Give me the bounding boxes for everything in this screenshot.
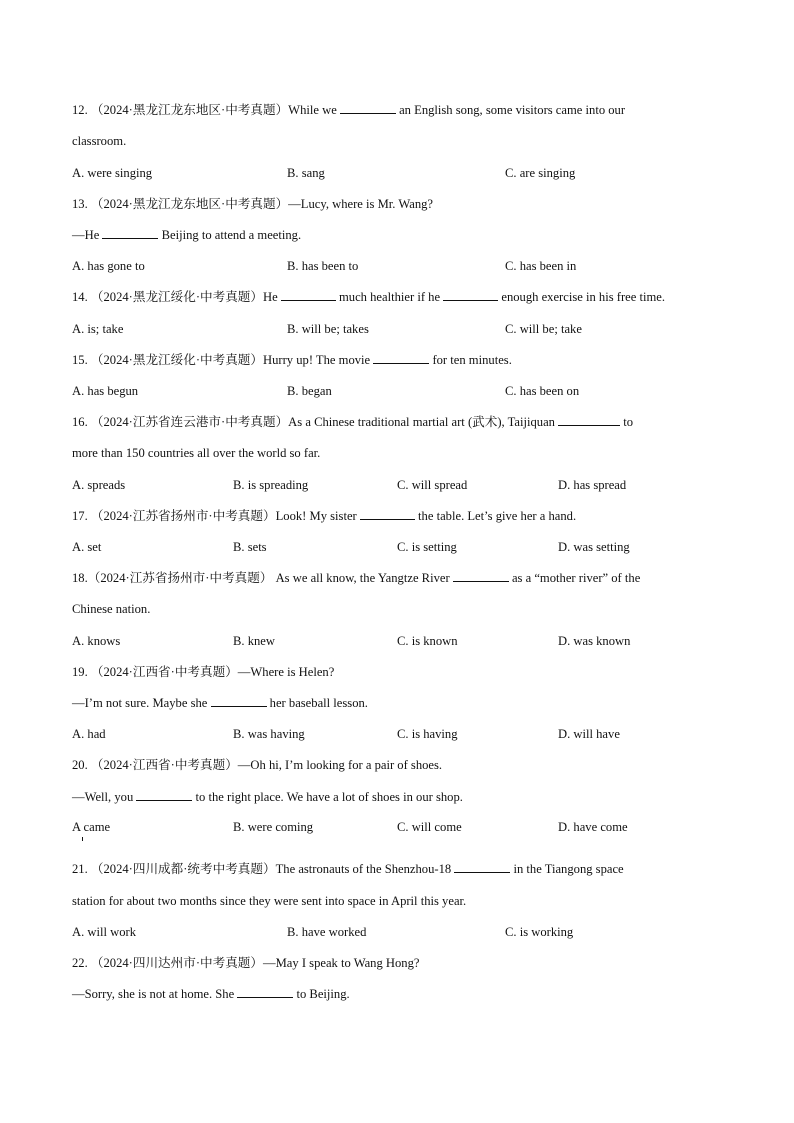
answer-blank[interactable]: [373, 352, 429, 364]
q16-option-d[interactable]: D. has spread: [558, 478, 627, 492]
answer-blank[interactable]: [453, 570, 509, 582]
answer-blank[interactable]: [136, 789, 192, 801]
q14-option-c[interactable]: C. will be; take: [505, 322, 582, 336]
answer-blank[interactable]: [102, 227, 158, 239]
question-17: 17. （2024·江苏省扬州市·中考真题）Look! My sister the table. Let’s give her a hand.: [72, 509, 577, 523]
q20-option-a[interactable]: A came: [72, 820, 111, 834]
q18-option-c[interactable]: C. is known: [397, 634, 458, 648]
q12-option-c[interactable]: C. are singing: [505, 166, 576, 180]
q14-option-b[interactable]: B. will be; takes: [287, 322, 369, 336]
q21-option-c[interactable]: C. is working: [505, 925, 574, 939]
q16-option-b[interactable]: B. is spreading: [233, 478, 309, 492]
answer-blank[interactable]: [211, 695, 267, 707]
q20-option-c[interactable]: C. will come: [397, 820, 462, 834]
q19-option-a[interactable]: A. had: [72, 727, 106, 741]
question-13: 13. （2024·黑龙江龙东地区·中考真题）—Lucy, where is Mr. Wang?: [72, 197, 434, 211]
q21-option-b[interactable]: B. have worked: [287, 925, 367, 939]
q18-option-a[interactable]: A. knows: [72, 634, 121, 648]
q19-option-b[interactable]: B. was having: [233, 727, 305, 741]
q17-option-c[interactable]: C. is setting: [397, 540, 457, 554]
q16-option-a[interactable]: A. spreads: [72, 478, 126, 492]
q15-option-a[interactable]: A. has begun: [72, 384, 139, 398]
answer-blank[interactable]: [281, 289, 336, 301]
question-19-continued: —I’m not sure. Maybe she her baseball lesson.: [72, 696, 368, 710]
question-20-continued: —Well, you to the right place. We have a lot of shoes in our shop.: [72, 790, 463, 804]
question-16: 16. （2024·江苏省连云港市·中考真题）As a Chinese traditional martial art (武术), Taijiquan to: [72, 415, 634, 429]
answer-blank[interactable]: [360, 508, 415, 520]
answer-blank[interactable]: [558, 414, 620, 426]
q17-option-d[interactable]: D. was setting: [558, 540, 630, 554]
question-21: 21. （2024·四川成都·统考中考真题）The astronauts of the Shenzhou-18 in the Tiangong space: [72, 862, 624, 876]
question-18: 18.（2024·江苏省扬州市·中考真题） As we all know, the Yangtze River as a “mother river” of the: [72, 571, 641, 585]
q14-option-a[interactable]: A. is; take: [72, 322, 124, 336]
q21-option-a[interactable]: A. will work: [72, 925, 137, 939]
question-21-continued: station for about two months since they were sent into space in April this year.: [72, 894, 467, 908]
question-13-continued: —He Beijing to attend a meeting.: [72, 228, 302, 242]
question-19: 19. （2024·江西省·中考真题）—Where is Helen?: [72, 665, 335, 679]
q13-option-a[interactable]: A. has gone to: [72, 259, 145, 273]
q20-option-b[interactable]: B. were coming: [233, 820, 314, 834]
q16-option-c[interactable]: C. will spread: [397, 478, 468, 492]
q17-option-b[interactable]: B. sets: [233, 540, 267, 554]
question-12-continued: classroom.: [72, 134, 127, 148]
q20-option-d[interactable]: D. have come: [558, 820, 628, 834]
answer-blank[interactable]: [443, 289, 498, 301]
question-16-continued: more than 150 countries all over the world so far.: [72, 446, 321, 460]
question-14: 14. （2024·黑龙江绥化·中考真题）He much healthier if he enough exercise in his free time.: [72, 290, 666, 304]
question-15: 15. （2024·黑龙江绥化·中考真题）Hurry up! The movie for ten minutes.: [72, 353, 512, 367]
answer-blank[interactable]: [340, 102, 396, 114]
q17-option-a[interactable]: A. set: [72, 540, 102, 554]
question-12: 12. （2024·黑龙江龙东地区·中考真题）While we an English song, some visitors came into our: [72, 103, 626, 117]
q13-option-c[interactable]: C. has been in: [505, 259, 577, 273]
q15-option-b[interactable]: B. began: [287, 384, 332, 398]
question-22: 22. （2024·四川达州市·中考真题）—May I speak to Wang Hong?: [72, 956, 420, 970]
question-22-continued: —Sorry, she is not at home. She to Beijing.: [72, 987, 350, 1001]
q18-option-d[interactable]: D. was known: [558, 634, 631, 648]
answer-blank[interactable]: [454, 861, 510, 873]
question-20: 20. （2024·江西省·中考真题）—Oh hi, I’m looking for a pair of shoes.: [72, 758, 443, 772]
question-18-continued: Chinese nation.: [72, 602, 151, 616]
answer-blank[interactable]: [237, 986, 293, 998]
q19-option-c[interactable]: C. is having: [397, 727, 458, 741]
q19-option-d[interactable]: D. will have: [558, 727, 620, 741]
stray-mark: [82, 837, 83, 841]
q15-option-c[interactable]: C. has been on: [505, 384, 580, 398]
q12-option-b[interactable]: B. sang: [287, 166, 325, 180]
q12-option-a[interactable]: A. were singing: [72, 166, 153, 180]
q18-option-b[interactable]: B. knew: [233, 634, 275, 648]
q13-option-b[interactable]: B. has been to: [287, 259, 359, 273]
